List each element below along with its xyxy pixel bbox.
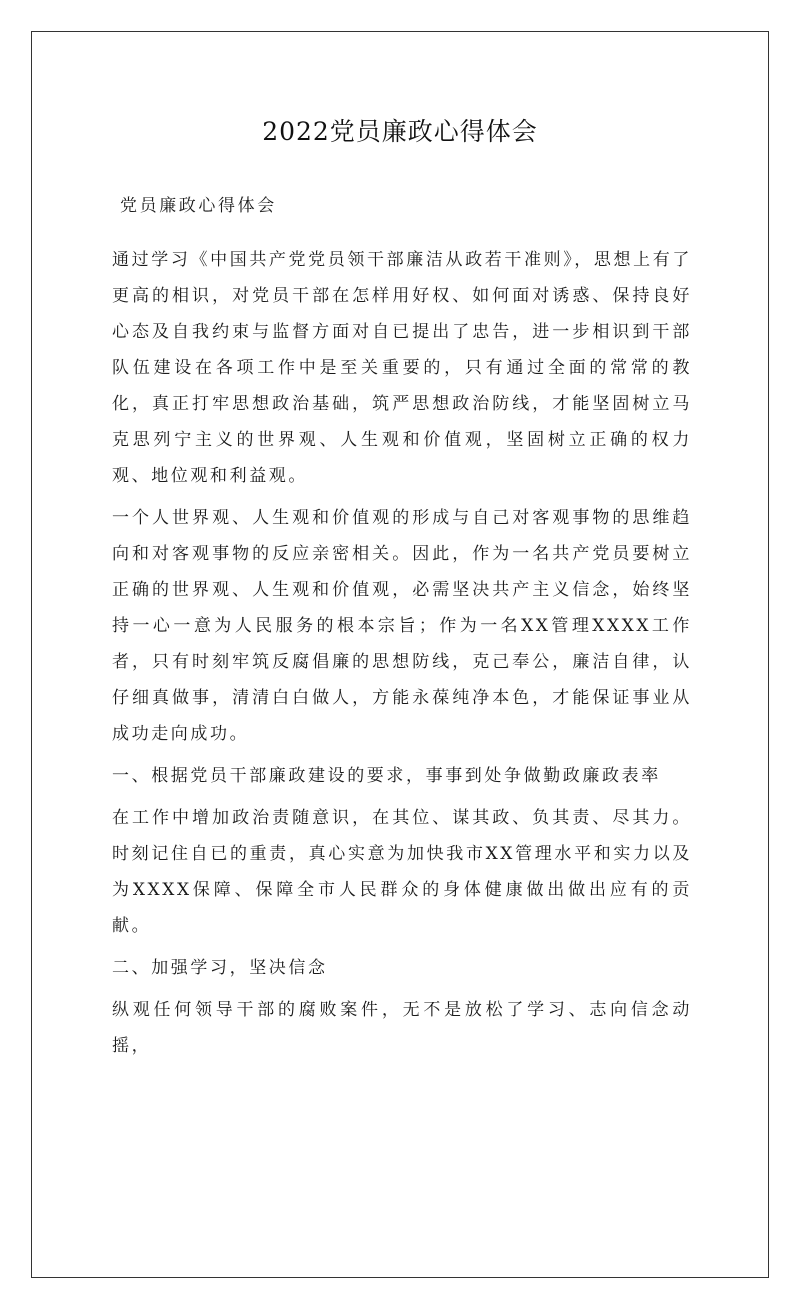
section-heading-1: 一、根据党员干部廉政建设的要求，事事到处争做勤政廉政表率 bbox=[112, 766, 661, 786]
paragraph-study: 纵观任何领导干部的腐败案件，无不是放松了学习、志向信念动摇， bbox=[112, 1000, 692, 1056]
document-title: 2022党员廉政心得体会 bbox=[262, 117, 538, 146]
paragraph-responsibility: 在工作中增加政治责随意识，在其位、谋其政、负其责、尽其力。时刻记住自已的重责，真心实意为加快我市XX管理水平和实力以及为XXXX保障、保障全市人民群众的身体健康做出做出应有的贡献。 bbox=[112, 808, 692, 936]
document-body bbox=[112, 188, 692, 1064]
paragraph-intro: 通过学习《中国共产党党员领干部廉洁从政若干准则》，思想上有了更高的相识，对党员干部在怎样用好权、如何面对诱惑、保持良好心态及自我约束与监督方面对自已提出了忠告，进一步相识到干部队伍建设在各项工作中是至关重要的，只有通过全面的常常的教化，真正打牢思想政治基础，筑严思想政治防线，才能坚固树立马克思列宁主义的世界观、人生观和价值观，坚固树立正确的权力观、地位观和利益观。 bbox=[112, 250, 692, 486]
paragraph-worldview: 一个人世界观、人生观和价值观的形成与自己对客观事物的思维趋向和对客观事物的反应亲密相关。因此，作为一名共产党员要树立正确的世界观、人生观和价值观，必需坚决共产主义信念，始终坚持一心一意为人民服务的根本宗旨；作为一名XX管理XXXX工作者，只有时刻牢筑反腐倡廉的思想防线，克己奉公，廉洁自律，认仔细真做事，清清白白做人，方能永葆纯净本色，才能保证事业从成功走向成功。 bbox=[112, 508, 692, 744]
document-subtitle: 党员廉政心得体会 bbox=[120, 196, 277, 216]
section-heading-2: 二、加强学习，坚决信念 bbox=[112, 958, 328, 978]
